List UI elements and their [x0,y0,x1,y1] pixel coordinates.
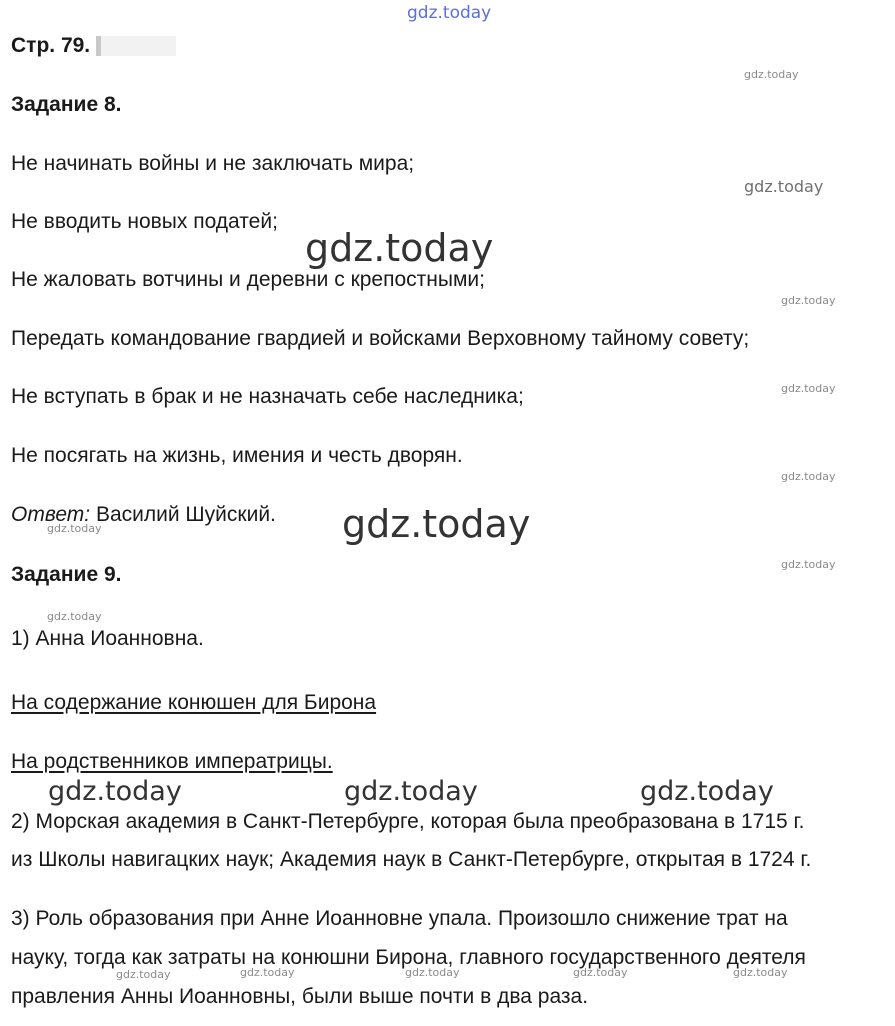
task8-item-2: Не вводить новых податей; [11,210,278,233]
task9-underlined-2: На родственников императрицы. [11,750,333,773]
answer-label: Ответ: [11,503,91,526]
task8-item-4: Передать командование гвардией и войсками Верховному тайному совету; [11,327,750,350]
watermark: gdz.today [781,382,836,395]
watermark: gdz.today [744,68,799,81]
watermark: gdz.today [405,966,460,979]
watermark: gdz.today [342,502,531,546]
watermark: gdz.today [47,522,102,535]
watermark: gdz.today [573,966,628,979]
task8-heading: Задание 8. [11,93,122,116]
watermark: gdz.today [640,776,774,807]
task9-heading: Задание 9. [11,563,122,586]
watermark: gdz.today [305,226,494,270]
task9-underlined-1: На содержание конюшен для Бирона [11,691,377,714]
watermark: gdz.today [48,776,182,807]
watermark: gdz.today [781,470,836,483]
watermark: gdz.today [733,966,788,979]
task8-item-6: Не посягать на жизнь, имения и честь дворян. [11,444,463,467]
task9-part2-line-2: из Школы навигацких наук; Академия наук в Санкт-Петербурге, открытая в 1724 г. [11,848,812,871]
task9-part2-line-1: 2) Морская академия в Санкт-Петербурге, которая была преобразована в 1715 г. [11,810,805,833]
watermark: gdz.today [744,177,824,196]
watermark: gdz.today [344,776,478,807]
redacted-block [96,36,176,56]
watermark: gdz.today [47,610,102,623]
watermark: gdz.today [116,968,171,981]
page-reference [11,33,176,59]
page-reference-text: Стр. 79. [11,34,91,57]
answer-value: Василий Шуйский. [95,503,276,526]
task8-item-3: Не жаловать вотчины и деревни с крепостными; [11,268,485,291]
watermark-top: gdz.today [407,3,492,23]
task8-item-1: Не начинать войны и не заключать мира; [11,152,415,175]
task8-item-5: Не вступать в брак и не назначать себе наследника; [11,385,524,408]
task9-part3-line-3: правления Анны Иоанновны, были выше почти в два раза. [11,985,589,1008]
task9-part1: 1) Анна Иоанновна. [11,627,204,650]
watermark: gdz.today [240,966,295,979]
watermark: gdz.today [781,558,836,571]
task9-part3-line-1: 3) Роль образования при Анне Иоанновне упала. Произошло снижение трат на [11,907,788,930]
watermark: gdz.today [781,294,836,307]
task9-part3-line-2: науку, тогда как затраты на конюшни Бирона, главного государственного деятеля [11,946,806,969]
